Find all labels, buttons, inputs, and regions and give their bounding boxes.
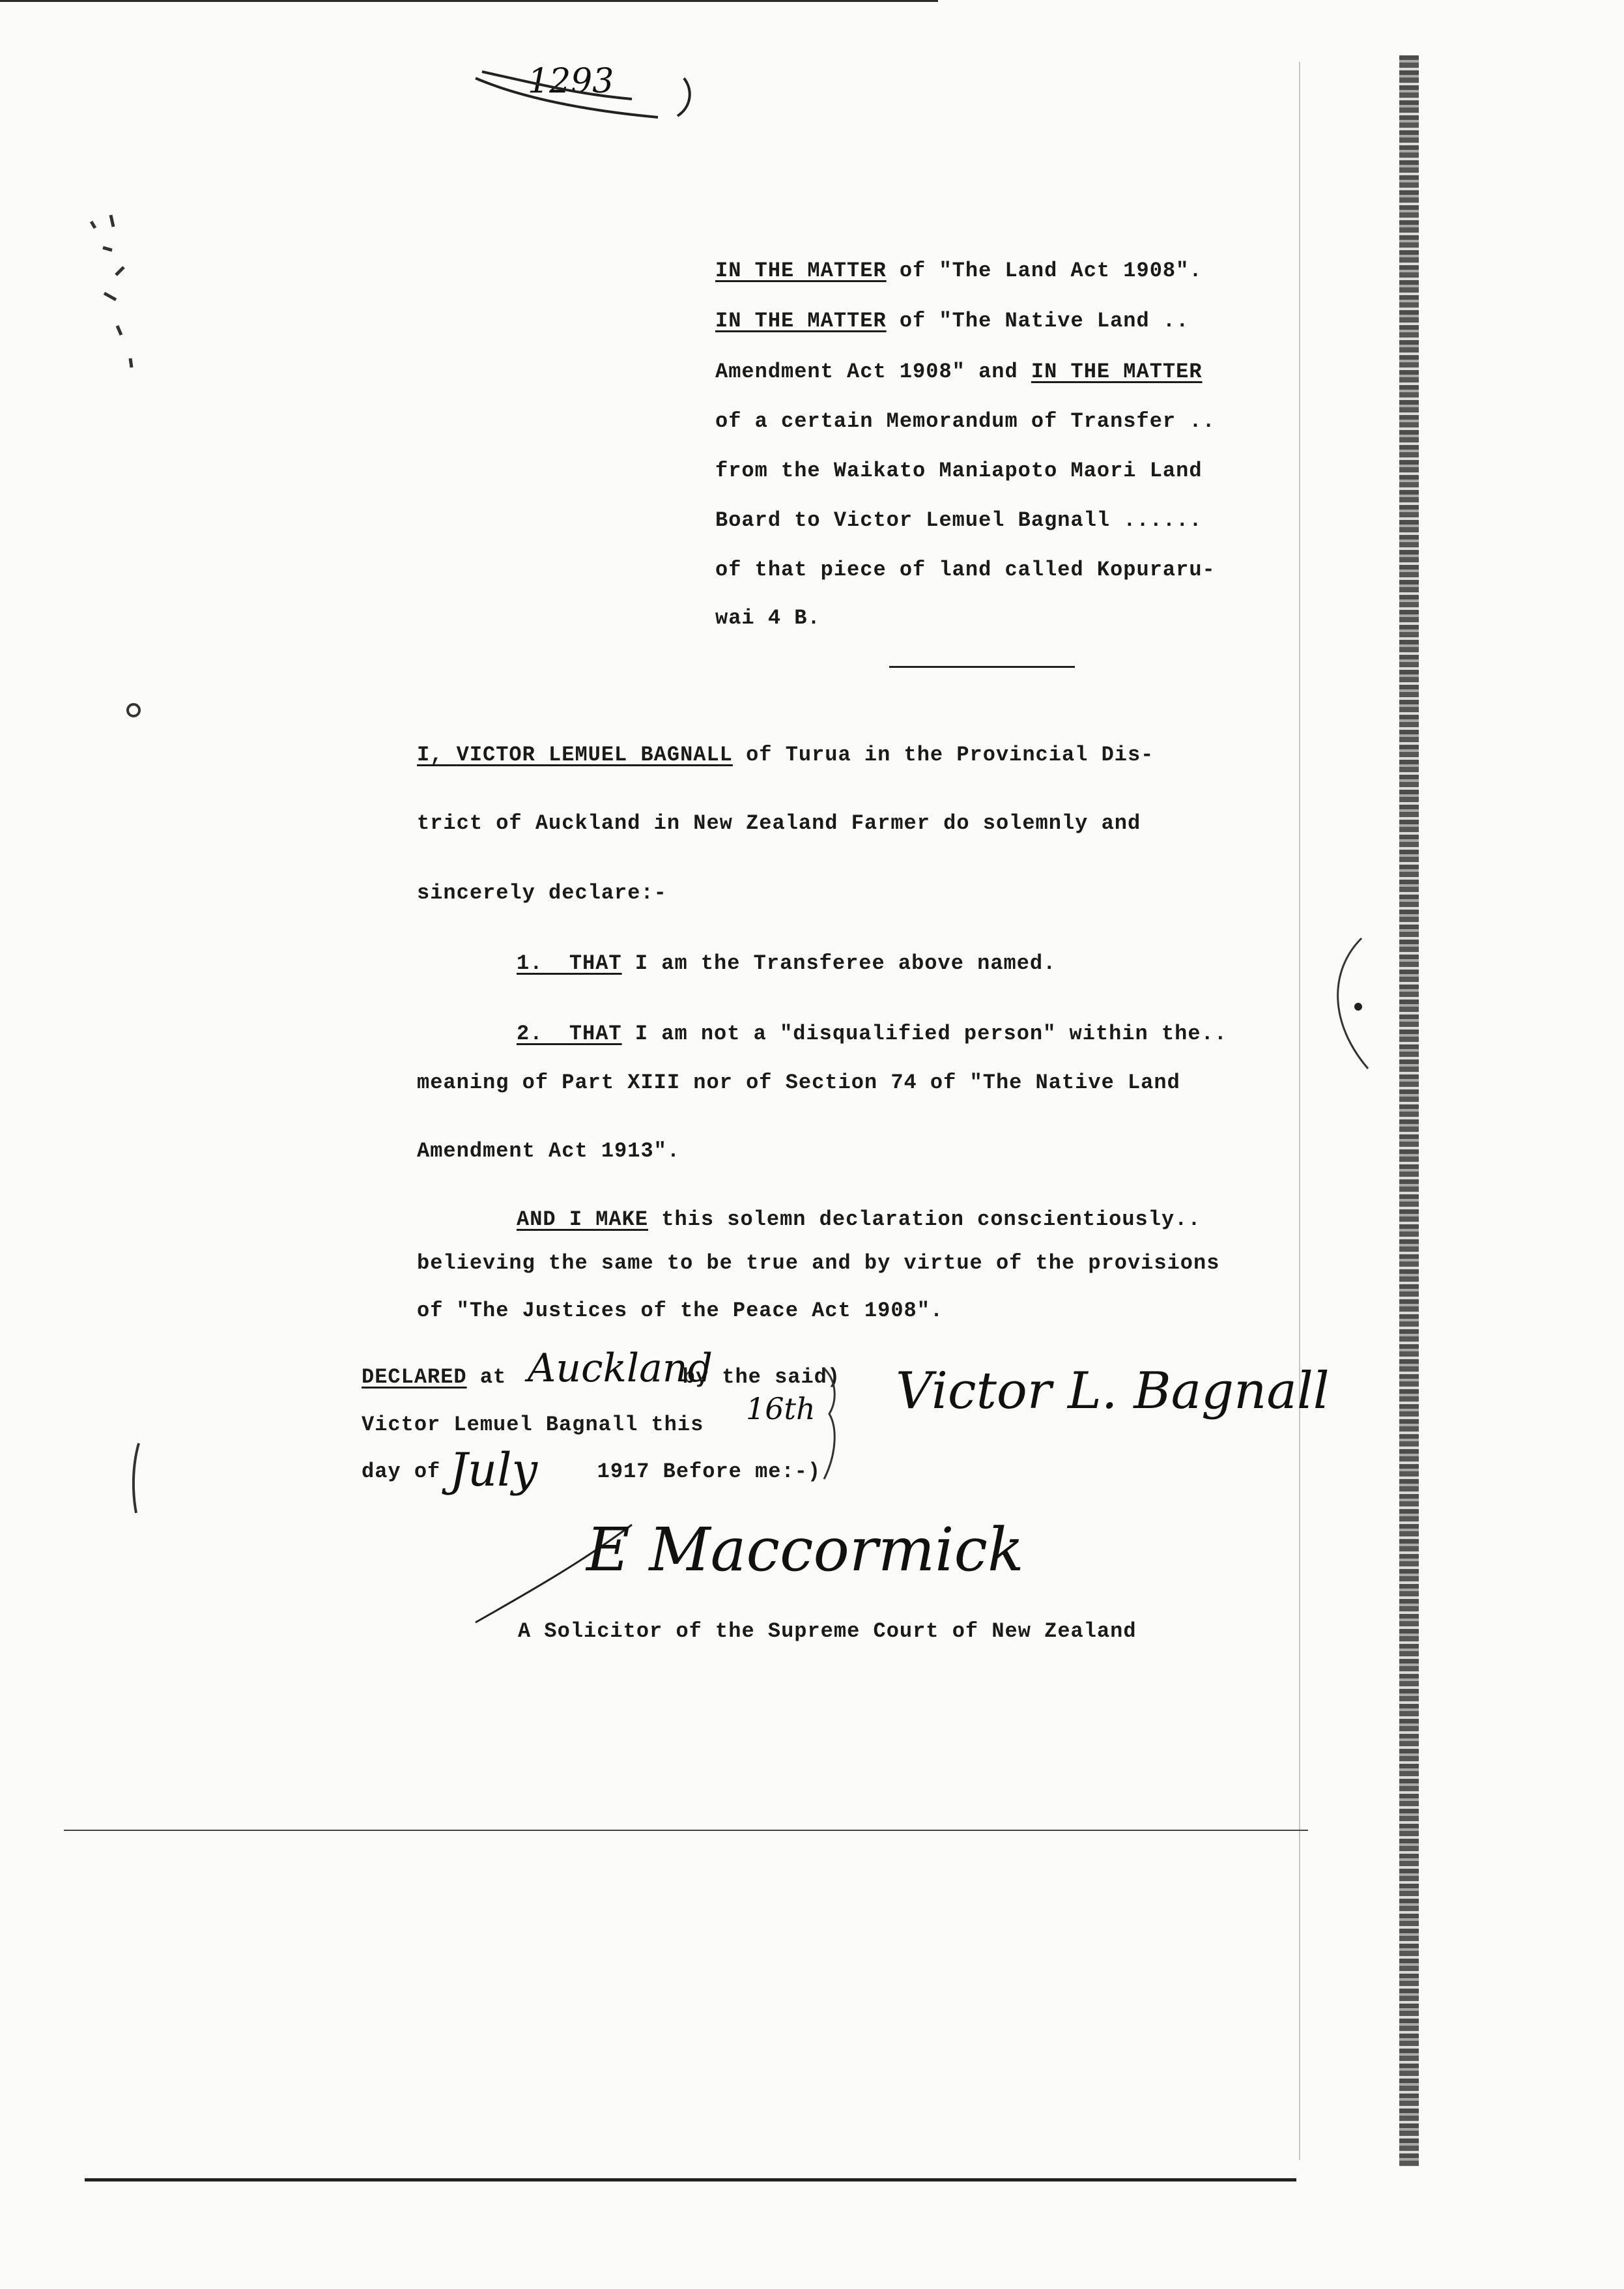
- lower-rule: [64, 1830, 1308, 1831]
- clause-1: 1. THAT I am the Transferee above named.: [517, 951, 1057, 975]
- declaration-intro: I, VICTOR LEMUEL BAGNALL of Turua in the Provincial Dis-: [417, 743, 1154, 767]
- clause-2: 2. THAT I am not a "disqualified person" within the..: [517, 1022, 1227, 1046]
- declarant-signature: Victor L. Bagnall: [896, 1362, 1330, 1420]
- day-handwriting: 16th: [746, 1391, 816, 1426]
- caption-line: wai 4 B.: [715, 606, 821, 630]
- bottom-rule: [85, 2178, 1296, 2181]
- header-mark-swash: [469, 65, 704, 124]
- closing-clause: AND I MAKE this solemn declaration conscientiously..: [517, 1207, 1201, 1231]
- top-edge-line: [0, 0, 938, 2]
- caption-divider: [889, 666, 1075, 668]
- caption-line: of that piece of land called Kopuraru-: [715, 558, 1216, 582]
- left-margin-stroke: [127, 1440, 147, 1518]
- clause-2-line: meaning of Part XIII nor of Section 74 of "The Native Land: [417, 1071, 1180, 1095]
- closing-line: of "The Justices of the Peace Act 1908".: [417, 1299, 944, 1323]
- margin-bracket-mark: [1322, 932, 1381, 1082]
- right-binding-edge: [1399, 55, 1419, 2167]
- declaration-line: trict of Auckland in New Zealand Farmer do solemnly and: [417, 811, 1141, 835]
- witness-signature: E Maccormick: [586, 1515, 1024, 1585]
- caption-line: Board to Victor Lemuel Bagnall ......: [715, 508, 1203, 532]
- jurat-line: day of 1917 Before me:-): [362, 1460, 821, 1484]
- witness-title: A Solicitor of the Supreme Court of New Zealand: [518, 1619, 1137, 1643]
- jurat-line: Victor Lemuel Bagnall this: [362, 1413, 717, 1437]
- clause-2-line: Amendment Act 1913".: [417, 1139, 681, 1163]
- right-fold-line: [1299, 62, 1300, 2160]
- caption-line: from the Waikato Maniapoto Maori Land: [715, 459, 1203, 483]
- header-mark: 1293: [528, 62, 614, 101]
- jurat-bracket: [818, 1362, 857, 1492]
- caption-line: Amendment Act 1908" and IN THE MATTER: [715, 360, 1203, 384]
- caption-line: of a certain Memorandum of Transfer ..: [715, 409, 1216, 433]
- closing-line: believing the same to be true and by virtue of the provisions: [417, 1251, 1220, 1275]
- caption-line: IN THE MATTER of "The Native Land ..: [715, 309, 1190, 333]
- margin-marks: [65, 195, 169, 756]
- declarant-name: VICTOR LEMUEL BAGNALL: [456, 743, 733, 767]
- jurat-line: DECLARED at by the said): [362, 1365, 841, 1389]
- caption-line: IN THE MATTER of "The Land Act 1908".: [715, 259, 1203, 283]
- declaration-line: sincerely declare:-: [417, 881, 667, 905]
- month-handwriting: July: [449, 1443, 538, 1497]
- place-handwriting: Auckland: [528, 1346, 713, 1391]
